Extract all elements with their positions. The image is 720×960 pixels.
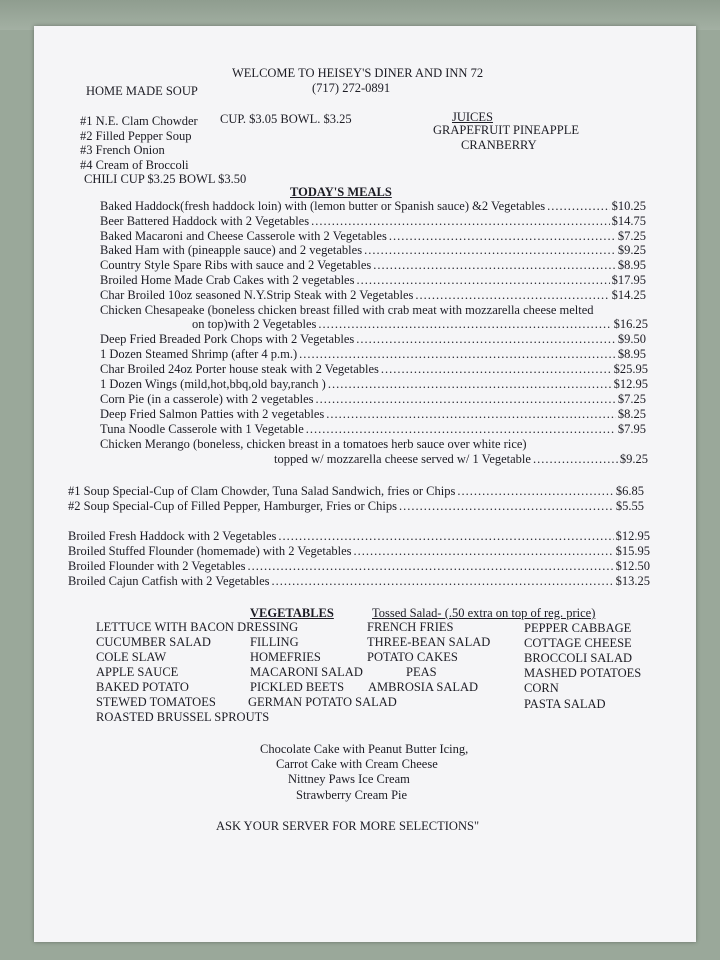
menu-item: Char Broiled 10oz seasoned N.Y.Strip Steak with 2 Vegetables ..... $14.25: [100, 288, 646, 302]
soup-special: #2 Soup Special-Cup of Filled Pepper, Hamburger, Fries or Chips ..... $5.55: [68, 499, 644, 513]
menu-item: Corn Pie (in a casserole) with 2 vegetables ..... $7.25: [100, 392, 646, 406]
phone-number: (717) 272-0891: [312, 81, 391, 95]
menu-item: Baked Haddock(fresh haddock loin) with (lemon butter or Spanish sauce) &2 Vegetables ..... $10.25: [100, 199, 646, 213]
dessert-item: Strawberry Cream Pie: [296, 788, 408, 802]
vegetable-item: MACARONI SALAD: [250, 665, 363, 679]
vegetable-item: PASTA SALAD: [524, 697, 606, 711]
vegetable-item: FILLING: [250, 635, 299, 649]
vegetable-item: MASHED POTATOES: [524, 666, 642, 680]
chili-prices: CHILI CUP $3.25 BOWL $3.50: [84, 172, 247, 186]
menu-item: 1 Dozen Steamed Shrimp (after 4 p.m.) ..... $8.95: [100, 347, 646, 361]
welcome-title: WELCOME TO HEISEY'S DINER AND INN 72: [232, 66, 484, 80]
dessert-item: Nittney Paws Ice Cream: [288, 772, 410, 786]
vegetable-item: FRENCH FRIES: [367, 620, 454, 634]
vegetable-item: PICKLED BEETS: [250, 680, 345, 694]
vegetable-item: PEAS: [406, 665, 437, 679]
menu-item: Char Broiled 24oz Porter house steak with 2 Vegetables ..... $25.95: [100, 362, 648, 376]
vegetable-item: LETTUCE WITH BACON DRESSING: [96, 620, 299, 634]
menu-item: Beer Battered Haddock with 2 Vegetables ..... $14.75: [100, 214, 646, 228]
juices-line: GRAPEFRUIT PINEAPPLE: [433, 123, 579, 137]
soup-item: #1 N.E. Clam Chowder: [80, 114, 198, 128]
broiled-item: Broiled Stuffed Flounder (homemade) with 2 Vegetables ..... $15.95: [68, 544, 650, 558]
menu-item-description: Chicken Merango (boneless, chicken breast in a tomatoes herb sauce over white rice): [100, 437, 527, 451]
vegetable-item: CUCUMBER SALAD: [96, 635, 211, 649]
soup-item: #3 French Onion: [80, 143, 165, 157]
vegetable-item: THREE-BEAN SALAD: [367, 635, 491, 649]
vegetable-item: GERMAN POTATO SALAD: [248, 695, 397, 709]
vegetable-item: HOMEFRIES: [250, 650, 321, 664]
menu-item: Tuna Noodle Casserole with 1 Vegetable ..... $7.95: [100, 422, 646, 436]
soup-special: #1 Soup Special-Cup of Clam Chowder, Tuna Salad Sandwich, fries or Chips ..... $6.85: [68, 484, 644, 498]
salad-note: Tossed Salad- (.50 extra on top of reg. price): [372, 606, 596, 620]
vegetable-item: COTTAGE CHEESE: [524, 636, 632, 650]
vegetable-item: COLE SLAW: [96, 650, 167, 664]
juices-line: CRANBERRY: [461, 138, 537, 152]
vegetable-item: CORN: [524, 681, 559, 695]
broiled-item: Broiled Fresh Haddock with 2 Vegetables ..... $12.95: [68, 529, 650, 543]
vegetable-item: PEPPER CABBAGE: [524, 621, 632, 635]
vegetable-item: BAKED POTATO: [96, 680, 189, 694]
menu-item: 1 Dozen Wings (mild,hot,bbq,old bay,ranch ) ..... $12.95: [100, 377, 648, 391]
menu-item: Deep Fried Salmon Patties with 2 vegetables ..... $8.25: [100, 407, 646, 421]
vegetable-item: STEWED TOMATOES: [96, 695, 216, 709]
menu-item: Broiled Home Made Crab Cakes with 2 vegetables ..... $17.95: [100, 273, 646, 287]
menu-item: on top)with 2 Vegetables ..... $16.25: [192, 317, 648, 331]
vegetable-item: APPLE SAUCE: [96, 665, 179, 679]
vegetable-item: BROCCOLI SALAD: [524, 651, 632, 665]
menu-item-description: Chicken Chesapeake (boneless chicken breast filled with crab meat with mozzarella cheese melted: [100, 303, 594, 317]
menu-item: topped w/ mozzarella cheese served w/ 1 Vegetable ..... $9.25: [274, 452, 648, 466]
menu-item: Baked Ham with (pineapple sauce) and 2 vegetables ..... $9.25: [100, 243, 646, 257]
todays-meals-title: TODAY'S MEALS: [290, 185, 392, 199]
menu-item: Baked Macaroni and Cheese Casserole with 2 Vegetables ..... $7.25: [100, 229, 646, 243]
soup-item: #2 Filled Pepper Soup: [80, 129, 192, 143]
vegetables-title: VEGETABLES: [250, 606, 334, 620]
menu-item: Deep Fried Breaded Pork Chops with 2 Vegetables ..... $9.50: [100, 332, 646, 346]
dessert-item: Carrot Cake with Cream Cheese: [276, 757, 438, 771]
broiled-item: Broiled Flounder with 2 Vegetables ..... $12.50: [68, 559, 650, 573]
juices-title: JUICES: [452, 110, 493, 124]
soup-item: #4 Cream of Broccoli: [80, 158, 189, 172]
dessert-item: Chocolate Cake with Peanut Butter Icing,: [260, 742, 469, 756]
vegetable-item: ROASTED BRUSSEL SPROUTS: [96, 710, 270, 724]
vegetable-item: AMBROSIA SALAD: [368, 680, 479, 694]
soup-prices: CUP. $3.05 BOWL. $3.25: [220, 112, 352, 126]
soup-title: HOME MADE SOUP: [86, 84, 198, 98]
menu-item: Country Style Spare Ribs with sauce and 2 Vegetables ..... $8.95: [100, 258, 646, 272]
broiled-item: Broiled Cajun Catfish with 2 Vegetables ..... $13.25: [68, 574, 650, 588]
footer-note: ASK YOUR SERVER FOR MORE SELECTIONS": [216, 819, 480, 833]
vegetable-item: POTATO CAKES: [367, 650, 458, 664]
menu-sheet: [34, 26, 696, 942]
